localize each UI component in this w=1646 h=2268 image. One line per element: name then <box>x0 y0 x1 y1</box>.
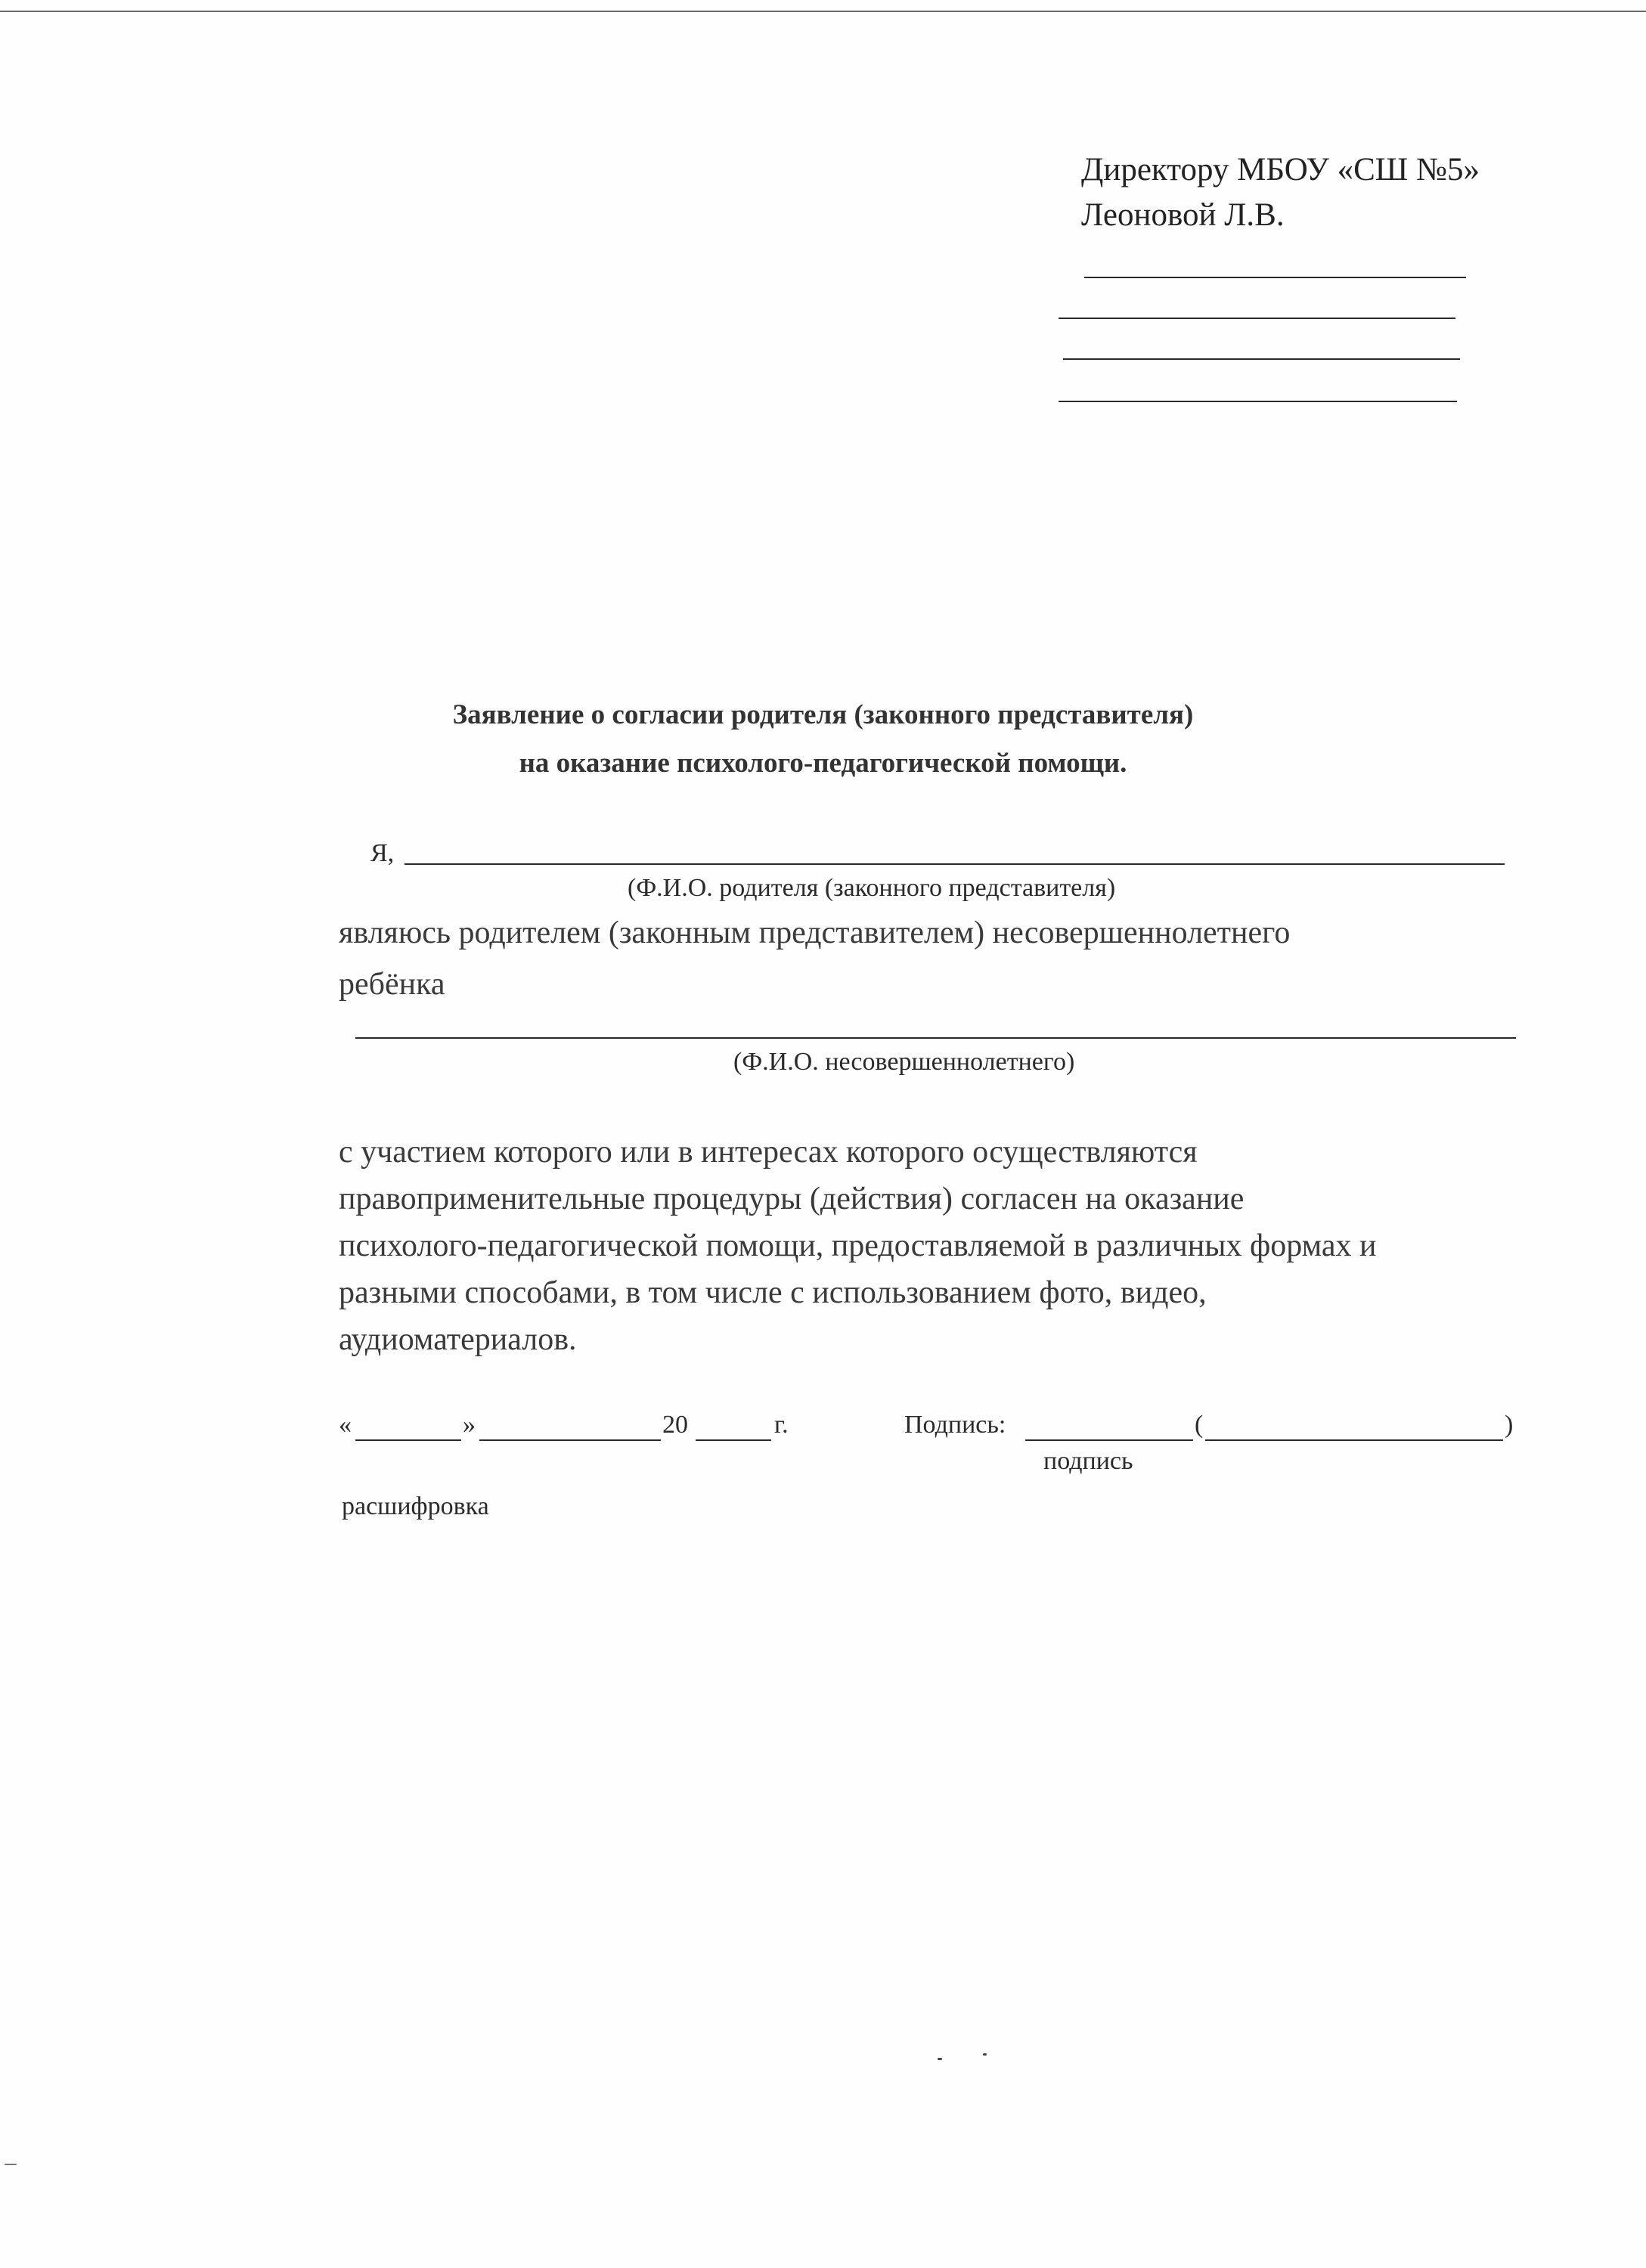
parent-prefix: Я, <box>370 839 395 867</box>
scan-speck <box>5 2164 17 2165</box>
signature-open-paren: ( <box>1195 1411 1204 1439</box>
child-name-caption: (Ф.И.О. несовершеннолетнего) <box>733 1048 1075 1076</box>
document-title-line-1: Заявление о согласии родителя (законного представителя) <box>452 699 1194 730</box>
consent-line-4: разными способами, в том числе с использованием фото, видео, <box>339 1275 1207 1310</box>
date-close-quote: » <box>463 1411 476 1439</box>
consent-line-2: правоприменительные процедуры (действия) согласен на оказание <box>339 1182 1245 1216</box>
date-day-line[interactable] <box>355 1439 461 1441</box>
scan-speck <box>938 2058 942 2060</box>
statement-line-1: являюсь родителем (законным представителем) несовершеннолетнего <box>339 916 1291 950</box>
date-year-line[interactable] <box>696 1439 771 1441</box>
statement-line-2: ребёнка <box>339 967 445 1002</box>
addressee-name: Леоновой Л.В. <box>1081 197 1285 233</box>
consent-line-5: аудиоматериалов. <box>339 1322 577 1357</box>
date-year-prefix: 20 <box>662 1411 688 1439</box>
signature-caption: подпись <box>1043 1447 1133 1475</box>
child-name-line[interactable] <box>355 1037 1516 1039</box>
date-open-quote: « <box>339 1411 352 1439</box>
addressee-blank-line-2[interactable] <box>1059 318 1455 319</box>
scan-speck <box>983 2053 987 2056</box>
addressee-director: Директору МБОУ «СШ №5» <box>1081 152 1480 187</box>
decode-caption: расшифровка <box>342 1492 489 1520</box>
parent-name-line[interactable] <box>405 863 1505 865</box>
date-month-line[interactable] <box>479 1439 661 1441</box>
addressee-blank-line-1[interactable] <box>1084 277 1466 278</box>
addressee-blank-line-4[interactable] <box>1059 401 1457 402</box>
consent-line-1: с участием которого или в интересах которого осуществляются <box>339 1135 1198 1170</box>
consent-line-3: психолого-педагогической помощи, предоставляемой в различных формах и <box>339 1228 1377 1263</box>
scan-top-edge <box>0 11 1646 12</box>
signature-close-paren: ) <box>1505 1411 1514 1439</box>
signature-line[interactable] <box>1025 1439 1193 1441</box>
signature-label: Подпись: <box>904 1411 1006 1439</box>
signature-decode-line[interactable] <box>1205 1439 1503 1441</box>
date-year-suffix: г. <box>774 1411 789 1439</box>
addressee-blank-line-3[interactable] <box>1063 358 1460 360</box>
document-title-line-2: на оказание психолого-педагогической помощи. <box>519 748 1127 779</box>
parent-name-caption: (Ф.И.О. родителя (законного представителя) <box>628 874 1116 902</box>
